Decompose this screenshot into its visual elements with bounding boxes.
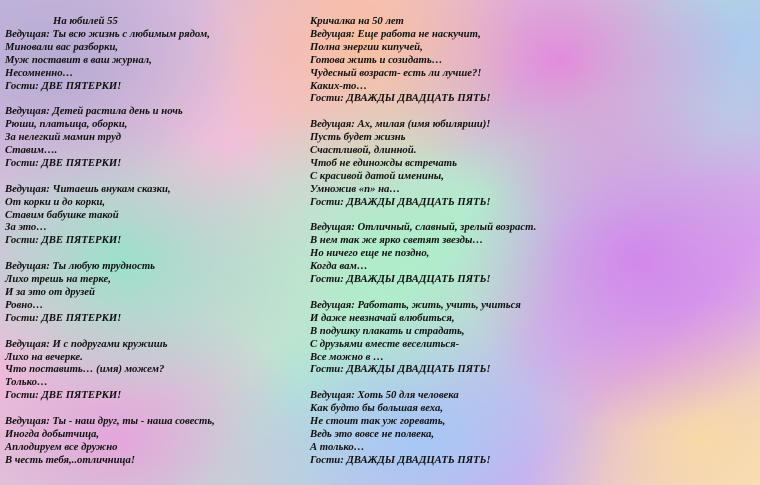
poem-line: Гости: ДВАЖДЫ ДВАДЦАТЬ ПЯТЬ! <box>310 92 491 105</box>
poem-line: Только… <box>5 376 48 389</box>
poem-line: Гости: ДВЕ ПЯТЕРКИ! <box>5 79 122 92</box>
poem-line: Гости: ДВЕ ПЯТЕРКИ! <box>5 234 122 247</box>
stanza <box>310 299 750 376</box>
left-stanzas <box>5 28 295 467</box>
poem-line: Умножив «п» на… <box>310 182 401 195</box>
poem-line: Когда вам… <box>310 260 368 273</box>
poem-line: Ведущая: Работать, жить, учить, учиться <box>310 298 521 311</box>
poem-line: Ведущая: Ты - наш друг, ты - наша совесть, <box>5 415 215 428</box>
poem-line: Ставим бабушке такой <box>5 208 119 221</box>
poem-line: Готова жить и созидать… <box>310 53 443 66</box>
stanza <box>5 28 295 93</box>
poem-line: В честь тебя,..отличница! <box>5 453 136 466</box>
poem-line: Лихо на вечерке. <box>5 350 83 363</box>
poem-line: Муж поставит в ваш журнал, <box>5 53 152 66</box>
poem-line: Ведущая: Читаешь внукам сказки, <box>5 182 171 195</box>
poem-line: Полна энергии кипучей, <box>310 40 423 53</box>
stanza <box>5 105 295 170</box>
stanza <box>5 338 295 403</box>
poem-line: Счастливой, длинной. <box>310 144 417 157</box>
poem-title: На юбилей 55 <box>53 15 118 27</box>
poem-line: Несомненно… <box>5 66 74 79</box>
poem-line: Гости: ДВЕ ПЯТЕРКИ! <box>5 389 122 402</box>
stanza <box>5 415 295 467</box>
right-column <box>310 15 750 480</box>
poem-line: Ставим…. <box>5 144 58 157</box>
poem-line: Ведущая: И с подругами кружишь <box>5 337 168 350</box>
poem-line: Чтоб не единожды встречать <box>310 156 457 169</box>
poem-line: Лихо трешь на терке, <box>5 273 111 286</box>
poem-line: С друзьями вместе веселиться- <box>310 337 460 350</box>
poem-line: Каких-то… <box>310 79 368 92</box>
stanza <box>310 118 750 208</box>
poem-line: Гости: ДВАЖДЫ ДВАДЦАТЬ ПЯТЬ! <box>310 273 491 286</box>
poem-line: Ведущая: Хоть 50 для человека <box>310 389 459 402</box>
poem-line: Гости: ДВАЖДЫ ДВАДЦАТЬ ПЯТЬ! <box>310 363 491 376</box>
poem-line: Гости: ДВАЖДЫ ДВАДЦАТЬ ПЯТЬ! <box>310 453 491 466</box>
left-column <box>5 15 295 480</box>
poem-line: И за это от друзей <box>5 285 95 298</box>
poem-line: Все можно в … <box>310 350 384 363</box>
poem-line: Ведущая: Ты всю жизнь с любимым рядом, <box>5 27 210 40</box>
poem-line: Ведущая: Отличный, славный, зрелый возраст. <box>310 221 537 234</box>
stanza <box>5 183 295 248</box>
stanza <box>310 221 750 286</box>
poem-line: Что поставить… (имя) можем? <box>5 363 165 376</box>
poem-line: Рюши, платьица, оборки, <box>5 118 128 131</box>
poem-line: В нем так же ярко светят звезды… <box>310 234 484 247</box>
right-stanzas <box>310 15 750 467</box>
poem-line: Как будто бы большая веха, <box>310 402 444 415</box>
poem-line: Ведущая: Ах, милая (имя юбилярши)! <box>310 118 491 131</box>
poem-line: Кричалка на 50 лет <box>310 15 404 27</box>
poem-line: Чудесный возраст- есть ли лучше?! <box>310 66 482 79</box>
stanza <box>310 389 750 466</box>
poem-line: А только… <box>310 440 365 453</box>
poem-line: Гости: ДВЕ ПЯТЕРКИ! <box>5 311 122 324</box>
stanza <box>5 260 295 325</box>
poem-line: Ведущая: Еще работа не наскучит, <box>310 27 481 40</box>
poem-line: За нелегкий мамин труд <box>5 131 122 144</box>
poem-line: В подушку плакать и страдать, <box>310 324 465 337</box>
poem-line: Ведущая: Детей растила день и ночь <box>5 105 183 118</box>
poem-line: Аплодируем все дружно <box>5 440 118 453</box>
poem-line: Но ничего еще не поздно, <box>310 247 430 260</box>
poem-line: Ведущая: Ты любую трудность <box>5 260 156 273</box>
poem-line: Пусть будет жизнь <box>310 131 406 144</box>
poem-line: За это… <box>5 221 47 234</box>
poem-line: От корки и до корки, <box>5 195 106 208</box>
poem-line: Гости: ДВАЖДЫ ДВАДЦАТЬ ПЯТЬ! <box>310 195 491 208</box>
poem-line: Не стоит так уж горевать, <box>310 415 446 428</box>
poem-line: Миновали вас разборки, <box>5 40 119 53</box>
poem-line: С красивой датой именины, <box>310 169 444 182</box>
poem-line: И даже невзначай влюбиться, <box>310 311 455 324</box>
poem-line: Ведь это вовсе не полвека, <box>310 427 434 440</box>
stanza <box>310 15 750 105</box>
poem-line: Иногда добытчица, <box>5 427 100 440</box>
poem-line: Ровно… <box>5 298 44 311</box>
poem-line: Гости: ДВЕ ПЯТЕРКИ! <box>5 156 122 169</box>
